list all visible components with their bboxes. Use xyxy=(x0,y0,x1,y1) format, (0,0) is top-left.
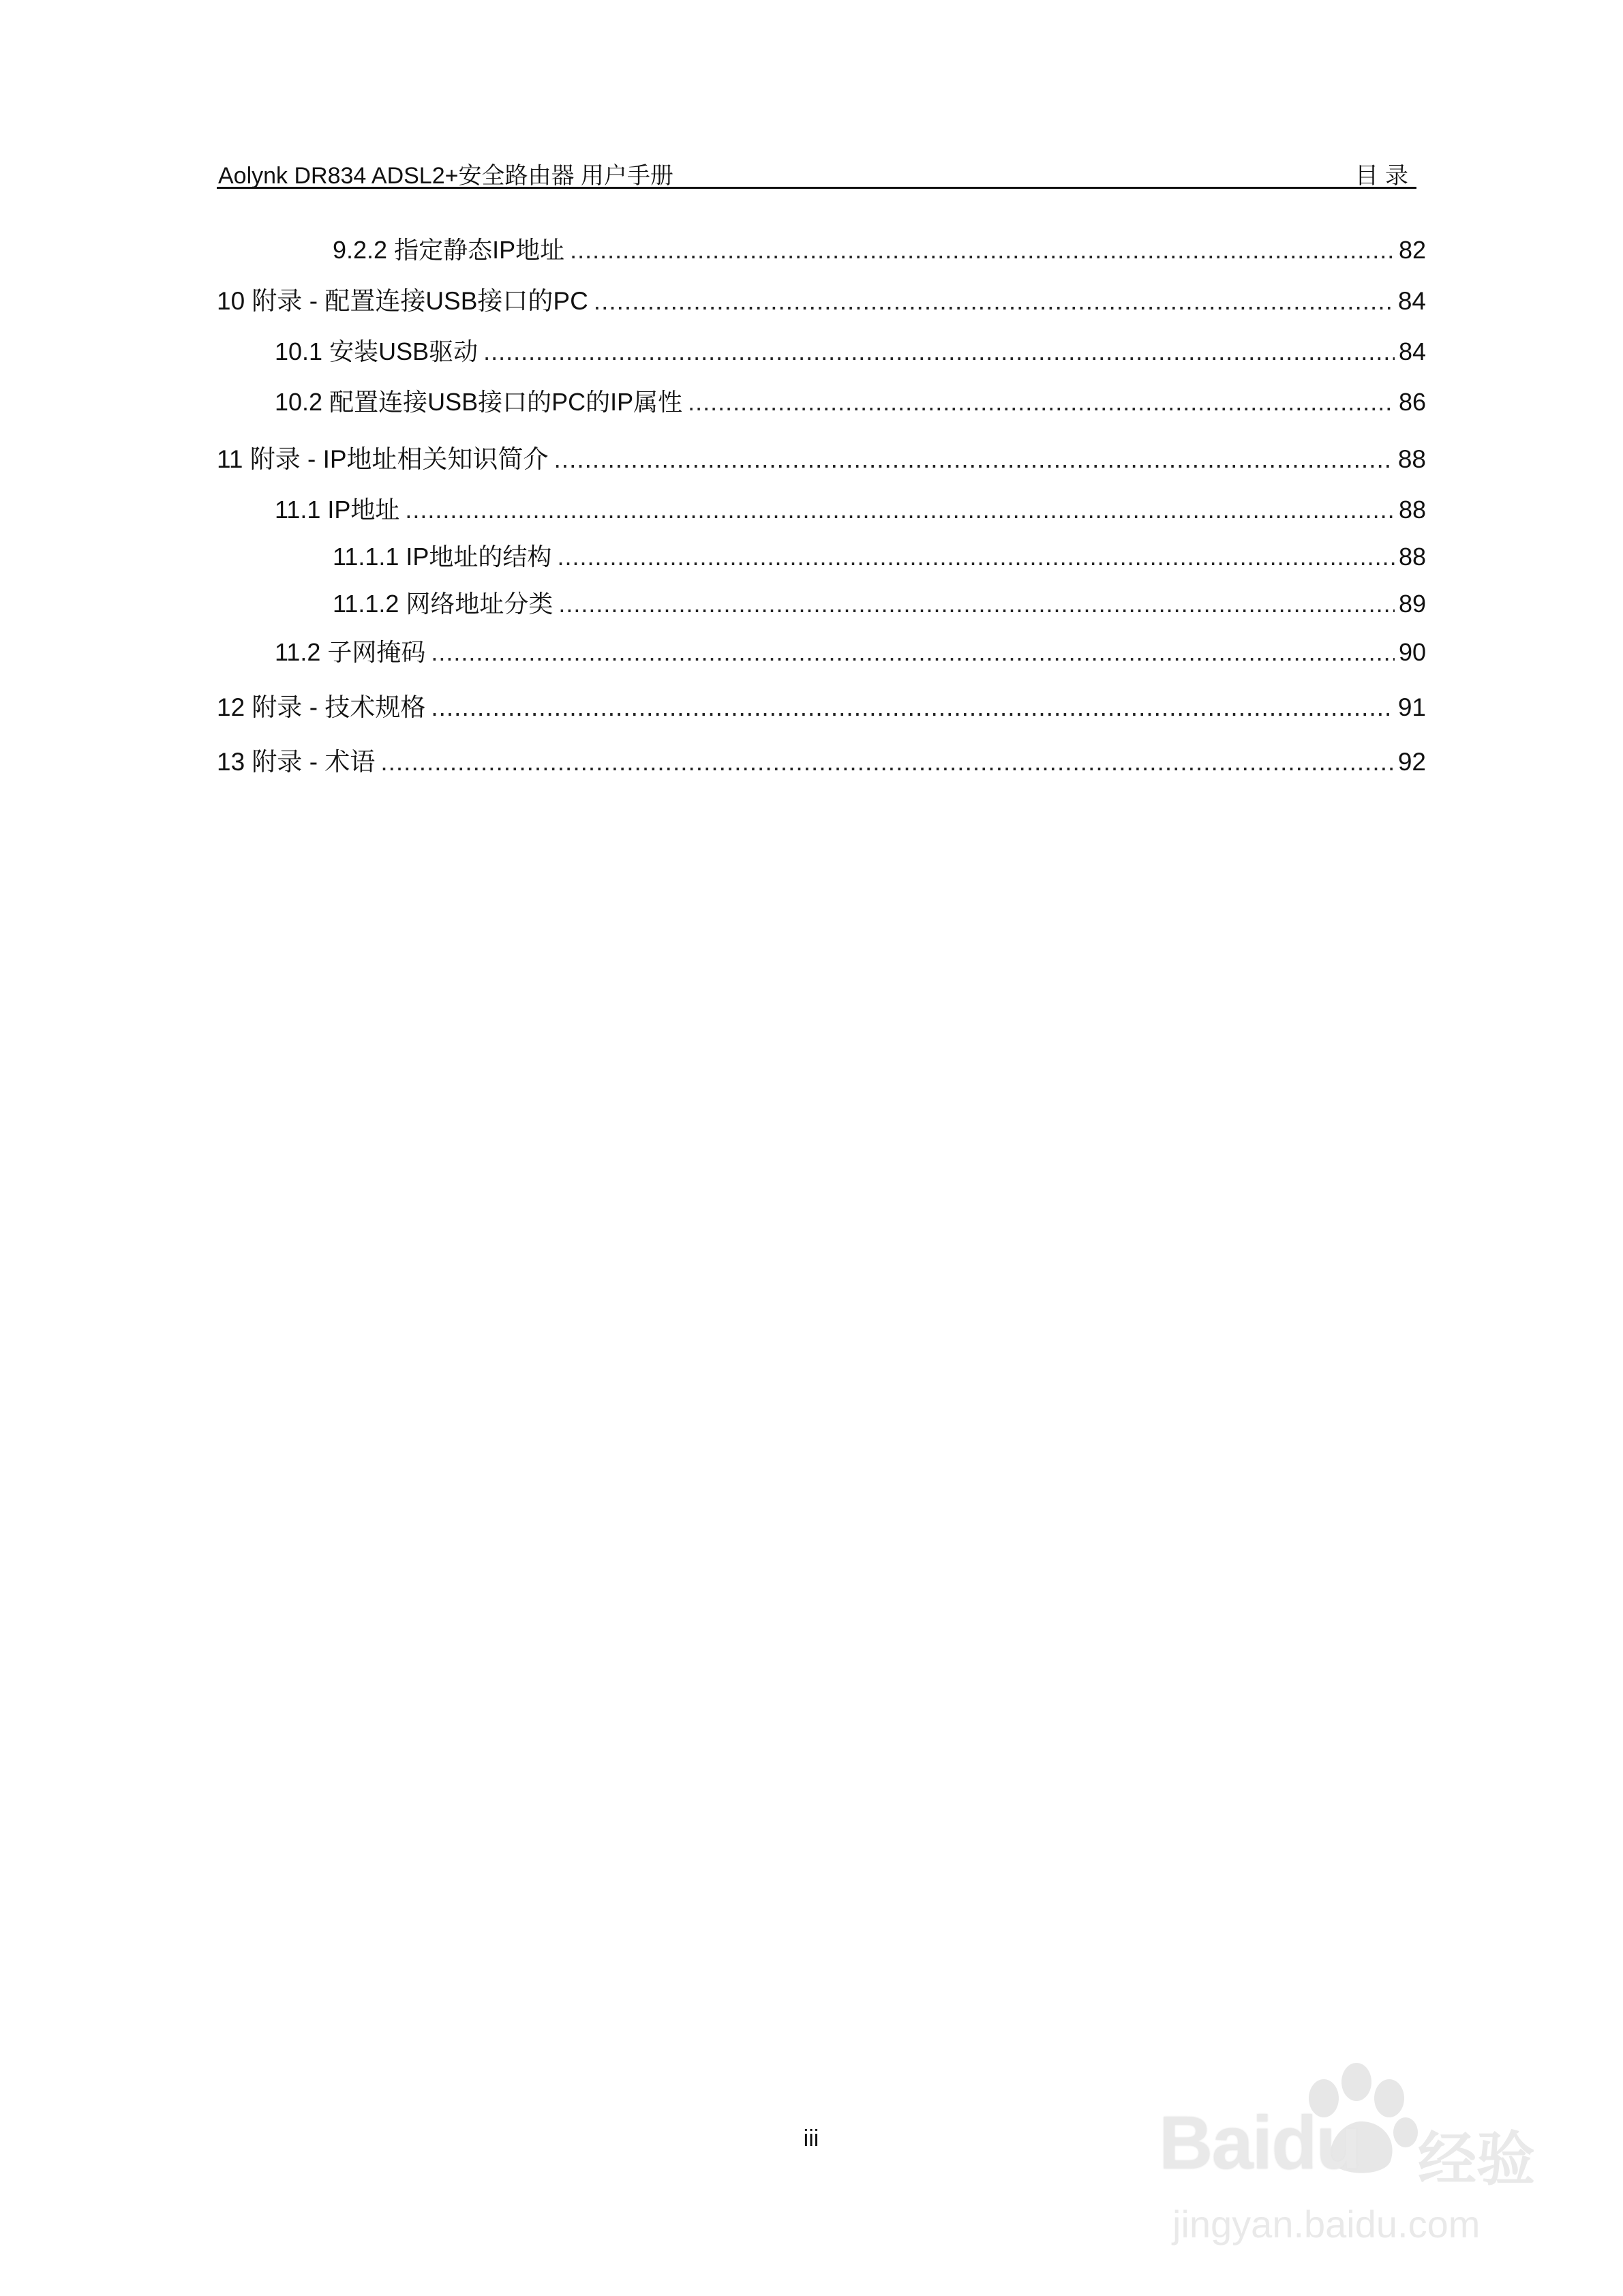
toc-entry-label: 10.1 安装USB驱动 xyxy=(275,337,479,365)
toc-leader-dots xyxy=(405,494,1395,526)
baidu-jingyan-watermark xyxy=(1159,2059,1541,2263)
toc-entry-page: 84 xyxy=(1398,337,1426,365)
toc-entry-page: 84 xyxy=(1397,287,1426,315)
toc-entry-label: 12 附录 - 技术规格 xyxy=(217,693,426,721)
toc-leader-dots xyxy=(557,541,1395,573)
toc-entry[interactable] xyxy=(275,335,1426,368)
toc-leader-dots xyxy=(594,285,1394,318)
header-section: 目录 xyxy=(1355,163,1415,189)
toc-entry-label: 9.2.2 指定静态IP地址 xyxy=(333,236,565,264)
toc-entry-label: 11.1 IP地址 xyxy=(275,496,400,524)
toc-entry[interactable] xyxy=(217,443,1426,476)
toc-leader-dots xyxy=(431,636,1395,669)
toc-entry-page: 89 xyxy=(1398,590,1426,618)
toc-leader-dots xyxy=(483,335,1395,368)
toc-entry-label: 11.1.2 网络地址分类 xyxy=(333,590,553,618)
toc-entry-page: 88 xyxy=(1398,543,1426,571)
toc-entry-label: 10.2 配置连接USB接口的PC的IP属性 xyxy=(275,388,683,416)
toc-leader-dots xyxy=(431,691,1394,724)
page-number: iii xyxy=(803,2126,819,2151)
toc-entry-label: 11 附录 - IP地址相关知识简介 xyxy=(217,445,549,473)
toc-entry-page: 82 xyxy=(1398,236,1426,264)
toc-entry-page: 92 xyxy=(1397,748,1426,776)
toc-entry[interactable] xyxy=(275,494,1426,526)
toc-leader-dots xyxy=(558,588,1395,620)
toc-entry-page: 90 xyxy=(1398,638,1426,666)
toc-entry[interactable] xyxy=(217,691,1426,724)
toc-entry-page: 86 xyxy=(1398,388,1426,416)
toc-entry-label: 11.1.1 IP地址的结构 xyxy=(333,543,552,571)
watermark-cn: 经验 xyxy=(1418,2126,1535,2194)
toc-entry-label: 10 附录 - 配置连接USB接口的PC xyxy=(217,287,588,315)
toc-entry[interactable] xyxy=(333,588,1426,620)
toc-entry[interactable] xyxy=(333,541,1426,573)
toc-entry-page: 91 xyxy=(1397,693,1426,721)
toc-entry[interactable] xyxy=(275,636,1426,669)
watermark-brand: Baidu xyxy=(1159,2101,1361,2185)
toc-entry-label: 13 附录 - 术语 xyxy=(217,748,376,776)
watermark-url: jingyan.baidu.com xyxy=(1172,2203,1481,2246)
toc-leader-dots xyxy=(688,386,1395,419)
toc-entry-page: 88 xyxy=(1398,496,1426,524)
toc-entry[interactable] xyxy=(217,285,1426,318)
toc-entry[interactable] xyxy=(333,234,1426,267)
toc-entry[interactable] xyxy=(217,746,1426,779)
toc-leader-dots xyxy=(554,443,1394,476)
toc-leader-dots xyxy=(380,746,1394,779)
toc-entry[interactable] xyxy=(275,386,1426,419)
page-header xyxy=(217,151,1416,189)
header-title: Aolynk DR834 ADSL2+安全路由器 用户手册 xyxy=(218,163,673,189)
toc-leader-dots xyxy=(570,234,1395,267)
toc-entry-page: 88 xyxy=(1397,445,1426,473)
toc-entry-label: 11.2 子网掩码 xyxy=(275,638,426,666)
